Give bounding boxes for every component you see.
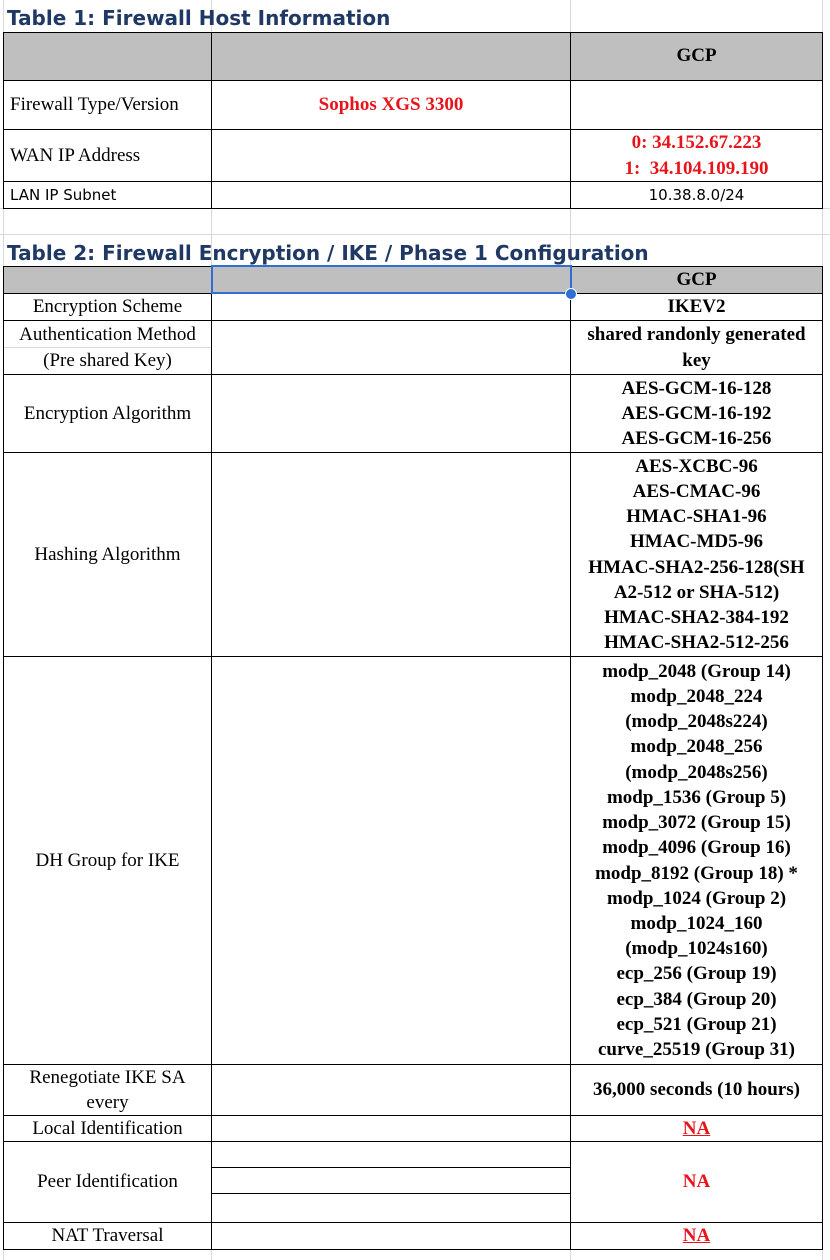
hashing-algorithm-item: A2-512 or SHA-512)	[613, 581, 780, 603]
wan-ip-value[interactable]	[571, 130, 822, 181]
auth-method-value-line-1: key	[682, 349, 711, 371]
nat-traversal-label: NAT Traversal	[51, 1225, 164, 1247]
auth-method-label	[4, 321, 211, 374]
encryption-algorithm-value[interactable]	[571, 375, 822, 452]
hashing-algorithm-item: AES-CMAC-96	[632, 480, 761, 502]
encryption-scheme-label: Encryption Scheme	[32, 296, 183, 318]
dh-group-item: modp_1536 (Group 5)	[606, 786, 787, 808]
table2-title: Table 2: Firewall Encryption / IKE / Phase 1 Configuration	[7, 241, 649, 265]
renegotiate-label-line-0: Renegotiate IKE SA	[29, 1066, 186, 1088]
local-identification-value[interactable]: NA	[682, 1117, 711, 1139]
dh-group-item: modp_1024_160	[630, 912, 763, 934]
dh-group-item: (modp_1024s160)	[625, 938, 768, 960]
dh-group-item: modp_4096 (Group 16)	[602, 837, 791, 859]
nat-traversal-value[interactable]: NA	[682, 1225, 711, 1247]
peer-identification-value[interactable]: NA	[682, 1171, 711, 1193]
dh-group-item: (modp_2048s224)	[625, 711, 768, 733]
dh-group-item: modp_2048_256	[630, 736, 763, 758]
hashing-algorithm-item: HMAC-MD5-96	[630, 531, 763, 553]
encryption-algorithm-item: AES-GCM-16-256	[621, 428, 772, 450]
peer-identification-label: Peer Identification	[37, 1171, 178, 1193]
encryption-algorithm-item: AES-GCM-16-128	[621, 377, 772, 399]
hashing-algorithm-value[interactable]	[571, 453, 822, 656]
firewall-type-value[interactable]: Sophos XGS 3300	[318, 94, 464, 116]
dh-group-item: modp_3072 (Group 15)	[602, 812, 791, 834]
hashing-algorithm-item: HMAC-SHA1-96	[626, 506, 767, 528]
row-wan-ip-label: WAN IP Address	[10, 144, 141, 166]
dh-group-value[interactable]	[571, 657, 822, 1064]
renegotiate-label	[4, 1065, 211, 1115]
hashing-algorithm-label: Hashing Algorithm	[34, 543, 181, 565]
dh-group-item: ecp_256 (Group 19)	[616, 963, 777, 985]
table1-title: Table 1: Firewall Host Information	[7, 6, 391, 30]
encryption-algorithm-item: AES-GCM-16-192	[621, 402, 772, 424]
wan-ip-line-0: 0: 34.152.67.223	[631, 132, 762, 154]
dh-group-item: modp_8192 (Group 18) *	[595, 862, 798, 884]
hashing-algorithm-item: HMAC-SHA2-512-256	[604, 632, 789, 654]
table1-header-gcp: GCP	[676, 45, 717, 67]
dh-group-item: modp_2048 (Group 14)	[602, 660, 791, 682]
hashing-algorithm-item: AES-XCBC-96	[635, 455, 758, 477]
local-identification-label: Local Identification	[32, 1117, 183, 1139]
row-firewall-type-label: Firewall Type/Version	[10, 94, 179, 116]
table2-header-gcp: GCP	[676, 268, 717, 290]
dh-group-item: curve_25519 (Group 31)	[597, 1038, 796, 1060]
auth-method-value[interactable]	[571, 321, 822, 374]
dh-group-label: DH Group for IKE	[35, 849, 180, 871]
renegotiate-value[interactable]: 36,000 seconds (10 hours)	[593, 1079, 800, 1101]
auth-method-value-line-0: shared randonly generated	[587, 324, 806, 346]
renegotiate-label-line-1: every	[86, 1092, 129, 1113]
cell-selection[interactable]	[211, 265, 572, 294]
auth-method-label-line-0: Authentication Method	[19, 324, 196, 346]
dh-group-item: modp_2048_224	[630, 686, 763, 708]
auth-method-label-line-1: (Pre shared Key)	[43, 349, 172, 371]
encryption-scheme-value[interactable]: IKEV2	[667, 296, 726, 318]
hashing-algorithm-item: HMAC-SHA2-384-192	[604, 606, 789, 628]
hashing-algorithm-item: HMAC-SHA2-256-128(SH	[588, 556, 805, 578]
dh-group-item: modp_1024 (Group 2)	[606, 887, 787, 909]
encryption-algorithm-label: Encryption Algorithm	[23, 402, 192, 424]
dh-group-item: ecp_521 (Group 21)	[616, 1013, 777, 1035]
dh-group-item: ecp_384 (Group 20)	[616, 988, 777, 1010]
row-lan-subnet-label: LAN IP Subnet	[10, 186, 117, 204]
lan-subnet-value[interactable]: 10.38.8.0/24	[648, 186, 745, 204]
wan-ip-line-1: 1: 34.104.109.190	[624, 157, 769, 179]
dh-group-item: (modp_2048s256)	[625, 761, 768, 783]
